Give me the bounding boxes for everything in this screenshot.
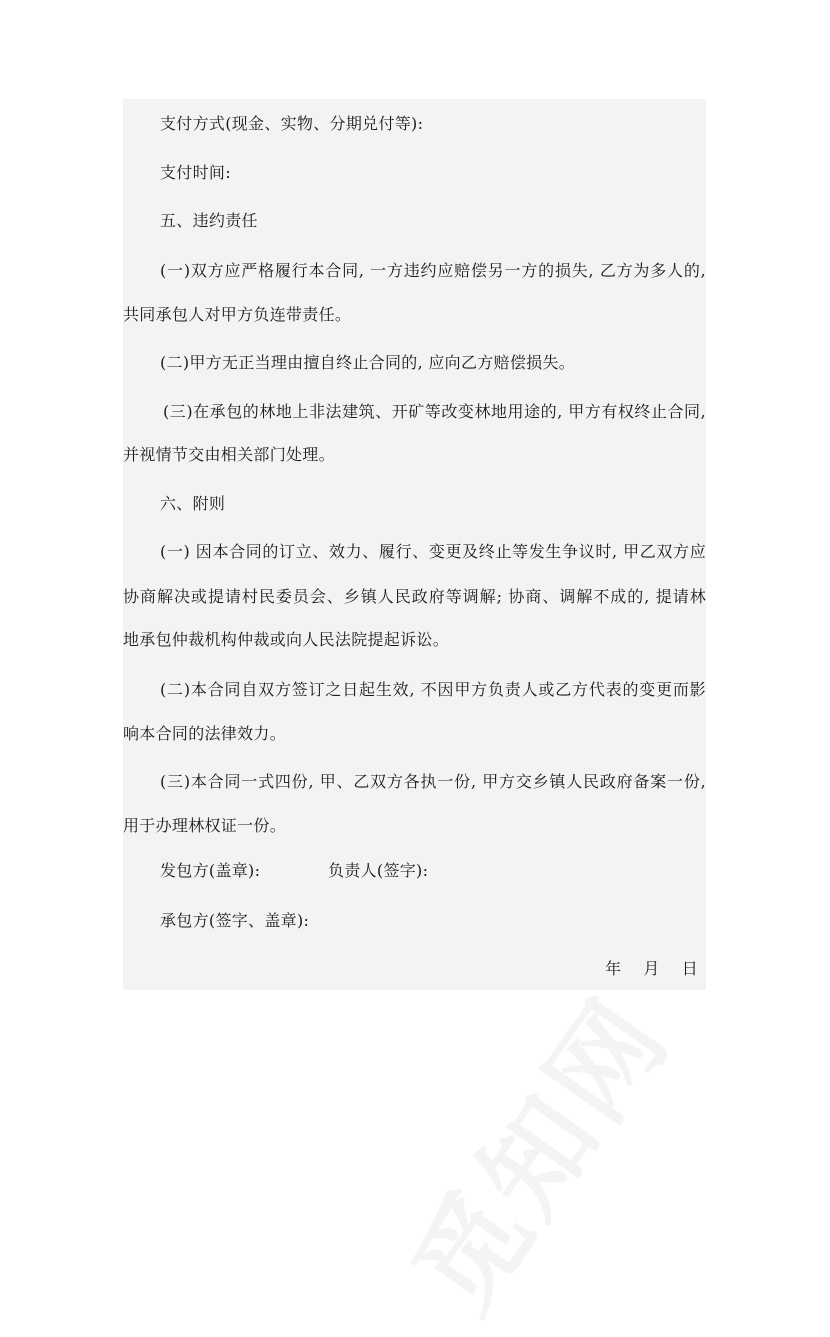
responsible-signature-label: 负责人(签字): (328, 861, 429, 880)
contractor-signature-label: 承包方(签字、盖章): (160, 911, 310, 930)
section-5-title: 五、违约责任 (160, 211, 258, 230)
s6-clause-2-line-2: 响本合同的法律效力。 (123, 724, 287, 743)
s5-clause-1-line-1: (一)双方应严格履行本合同, 一方违约应赔偿另一方的损失, 乙方为多人的, (160, 261, 706, 280)
section-6-title: 六、附则 (160, 494, 226, 513)
s5-clause-3-line-1: (三)在承包的林地上非法建筑、开矿等改变林地用途的, 甲方有权终止合同, (163, 402, 706, 421)
payment-time-line: 支付时间: (160, 163, 231, 182)
watermark (369, 961, 698, 1337)
payment-method-line: 支付方式(现金、实物、分期兑付等): (160, 114, 424, 133)
s5-clause-3-line-2: 并视情节交由相关部门处理。 (123, 445, 335, 464)
s6-clause-3-line-1: (三)本合同一式四份, 甲、乙双方各执一份, 甲方交乡镇人民政府备案一份, (160, 772, 706, 791)
s6-clause-1-line-3: 地承包仲裁机构仲裁或向人民法院提起诉讼。 (123, 630, 450, 649)
s6-clause-3-line-2: 用于办理林权证一份。 (123, 816, 287, 835)
s5-clause-2: (二)甲方无正当理由擅自终止合同的, 应向乙方赔偿损失。 (160, 353, 576, 372)
s6-clause-1-line-1: (一) 因本合同的订立、效力、履行、变更及终止等发生争议时, 甲乙双方应 (160, 542, 706, 561)
date-line (605, 959, 698, 979)
date-day: 日 (681, 959, 698, 978)
s6-clause-1-line-2: 协商解决或提请村民委员会、乡镇人民政府等调解; 协商、调解不成的, 提请林 (123, 587, 706, 606)
s6-clause-2-line-1: (二)本合同自双方签订之日起生效, 不因甲方负责人或乙方代表的变更而影 (160, 680, 706, 699)
date-month: 月 (643, 959, 660, 978)
s5-clause-1-line-2: 共同承包人对甲方负连带责任。 (123, 305, 352, 324)
date-year: 年 (605, 959, 622, 978)
issuer-signature-label: 发包方(盖章): (160, 861, 261, 880)
